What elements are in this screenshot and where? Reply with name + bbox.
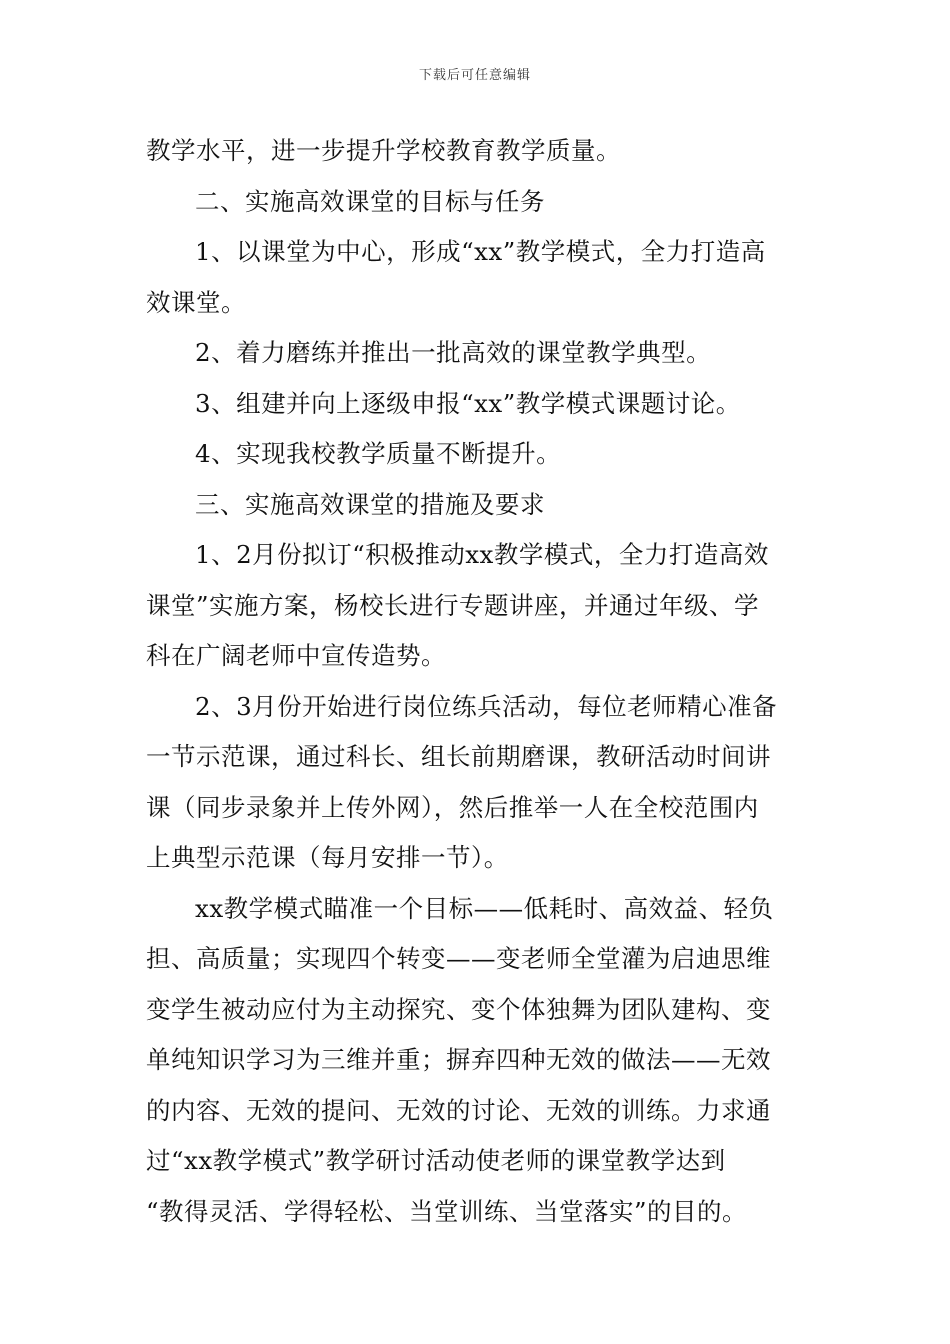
text-line: 教学水平，进一步提升学校教育教学质量。: [146, 136, 621, 165]
text-line: 课堂”实施方案，杨校长进行专题讲座，并通过年级、学: [146, 590, 760, 620]
text-line: 变学生被动应付为主动探究、变个体独舞为团队建构、变: [146, 994, 771, 1024]
text-line: xx教学模式瞄准一个目标——低耗时、高效益、轻负: [195, 893, 774, 923]
text-line: 2、着力磨练并推出一批高效的课堂教学典型。: [195, 338, 712, 367]
text-line: 科在广阔老师中宣传造势。: [146, 641, 446, 670]
text-line: 的内容、无效的提问、无效的讨论、无效的训练。力求通: [146, 1095, 771, 1125]
text-line: 一节示范课，通过科长、组长前期磨课，教研活动时间讲: [146, 742, 771, 771]
text-line: 上典型示范课（每月安排一节）。: [146, 843, 509, 872]
text-line: 单纯知识学习为三维并重；摒弃四种无效的做法——无效: [146, 1045, 771, 1074]
text-line: 1、以课堂为中心，形成“xx”教学模式，全力打造高: [195, 237, 766, 266]
text-line: 效课堂。: [146, 287, 246, 317]
text-line: 课（同步录象并上传外网），然后推举一人在全校范围内: [146, 792, 759, 822]
text-line: “教得灵活、学得轻松、当堂训练、当堂落实”的目的。: [146, 1196, 748, 1226]
text-line: 3、组建并向上逐级申报“xx”教学模式课题讨论。: [195, 388, 741, 418]
page-header-note: 下载后可任意编辑: [418, 68, 531, 83]
text-line: 2、3月份开始进行岗位练兵活动，每位老师精心准备: [195, 691, 778, 721]
text-line: 4、实现我校教学质量不断提升。: [195, 439, 562, 468]
document-body: [146, 126, 811, 1237]
text-line: 过“xx教学模式”教学研讨活动使老师的课堂教学达到: [146, 1146, 726, 1175]
text-line: 担、高质量；实现四个转变——变老师全堂灌为启迪思维: [146, 944, 771, 973]
text-line: 1、2月份拟订“积极推动xx教学模式，全力打造高效: [195, 540, 769, 569]
section-heading-3: 三、实施高效课堂的措施及要求: [195, 489, 545, 519]
section-heading-2: 二、实施高效课堂的目标与任务: [195, 186, 545, 216]
